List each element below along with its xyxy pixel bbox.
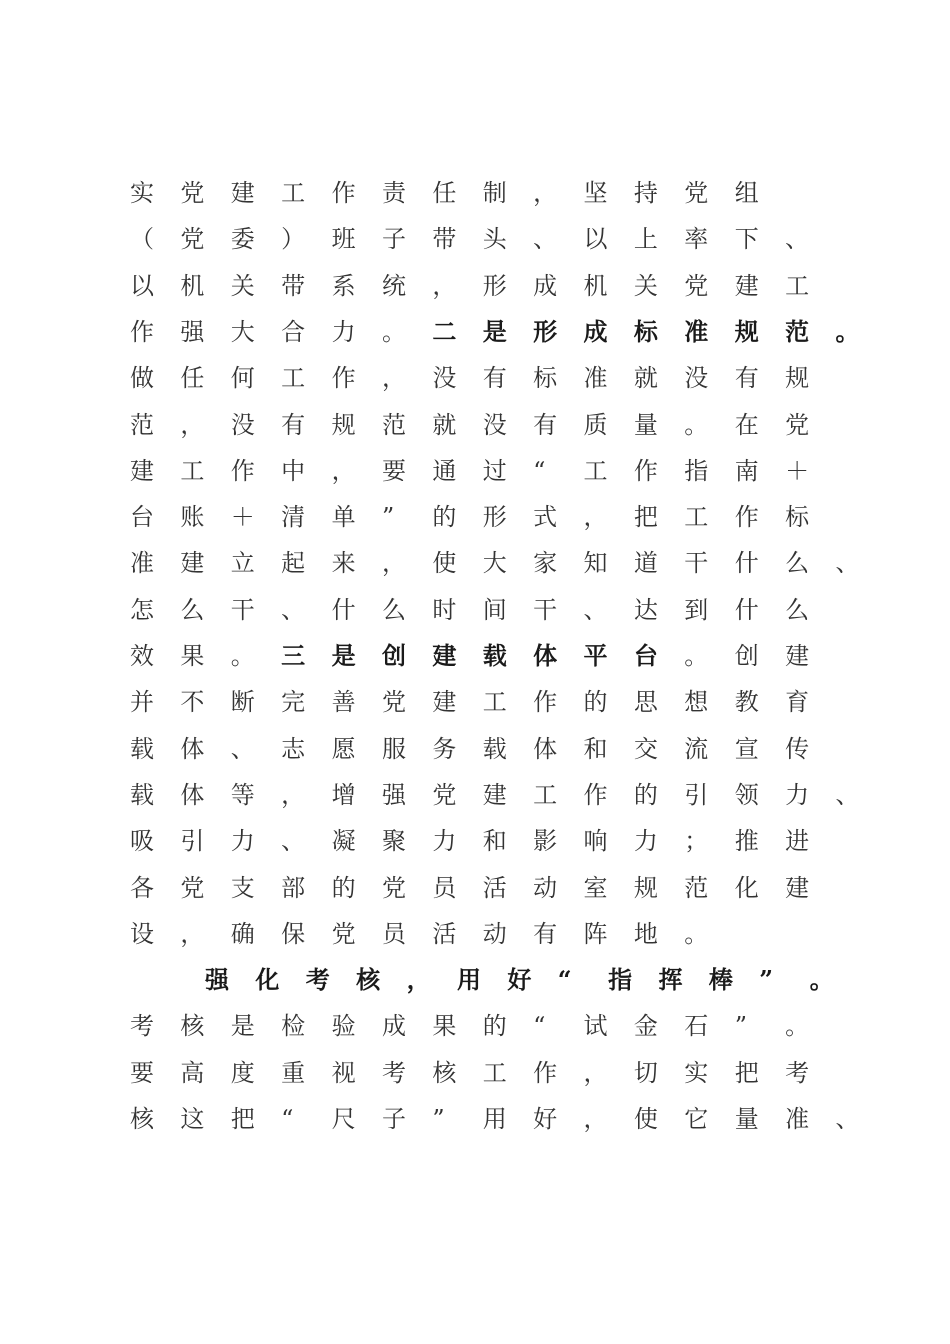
document-line: 作 强 大 合 力 。 二 是 形 成 标 准 规 范 。 xyxy=(130,316,860,346)
document-line: 怎 么 干 、 什 么 时 间 干 、 达 到 什 么 xyxy=(130,595,810,624)
document-line: 以 机 关 带 系 统 ， 形 成 机 关 党 建 工 xyxy=(130,271,810,300)
document-line: 载 体 等 ， 增 强 党 建 工 作 的 引 领 力 、 xyxy=(130,780,860,809)
document-line: 做 任 何 工 作 ， 没 有 标 准 就 没 有 规 xyxy=(130,364,810,393)
document-line: 各 党 支 部 的 党 员 活 动 室 规 范 化 建 xyxy=(130,873,810,902)
document-line: 吸 引 力 、 凝 聚 力 和 影 响 力 ； 推 进 xyxy=(130,827,810,856)
document-line: 考 核 是 检 验 成 果 的 “ 试 金 石 ” 。 xyxy=(130,1012,810,1041)
document-line: 范 ， 没 有 规 范 就 没 有 质 量 。 在 党 xyxy=(130,410,810,439)
document-line: （ 党 委 ） 班 子 带 头 、 以 上 率 下 、 xyxy=(130,225,810,254)
document-line: 并 不 断 完 善 党 建 工 作 的 思 想 教 育 xyxy=(130,688,810,717)
document-line: 要 高 度 重 视 考 核 工 作 ， 切 实 把 考 xyxy=(130,1058,810,1087)
document-line: 核 这 把 “ 尺 子 ” 用 好 ， 使 它 量 准 、 xyxy=(130,1105,860,1133)
document-line: 载 体 、 志 愿 服 务 载 体 和 交 流 宣 传 xyxy=(130,734,810,763)
document-line: 强 化 考 核 ， 用 好 “ 指 挥 棒 ” 。 xyxy=(205,965,834,995)
document-line: 设 ， 确 保 党 员 活 动 有 阵 地 。 xyxy=(130,919,709,948)
document-line: 实 党 建 工 作 责 任 制 ， 坚 持 党 组 xyxy=(130,179,759,207)
document-line: 台 账 ＋ 清 单 ” 的 形 式 ， 把 工 作 标 xyxy=(130,503,810,532)
document-line: 效 果 。 三 是 创 建 载 体 平 台 。 创 建 xyxy=(130,641,810,670)
document-line: 建 工 作 中 ， 要 通 过 “ 工 作 指 南 ＋ xyxy=(130,456,810,485)
document-line: 准 建 立 起 来 ， 使 大 家 知 道 干 什 么 、 xyxy=(130,549,860,578)
